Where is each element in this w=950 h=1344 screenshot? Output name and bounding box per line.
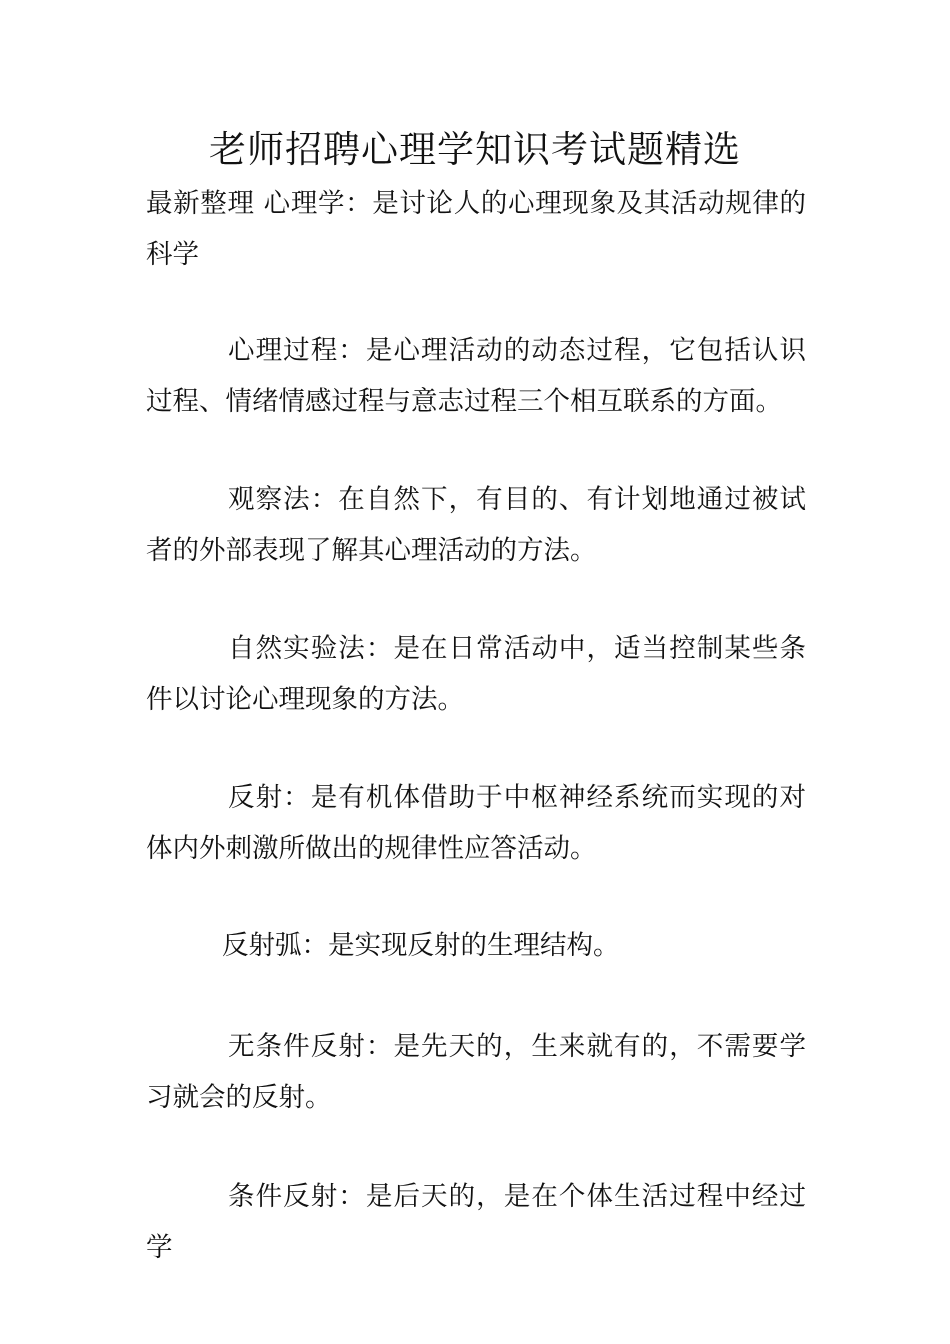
paragraph-reflex: 反射：是有机体借助于中枢神经系统而实现的对体内外刺激所做出的规律性应答活动。 xyxy=(146,782,806,864)
paragraph-observation-method: 观察法：在自然下，有目的、有计划地通过被试者的外部表现了解其心理活动的方法。 xyxy=(146,484,806,566)
paragraph-reflex-arc: 反射弧：是实现反射的生理结构。 xyxy=(222,930,620,961)
paragraph-mental-process: 心理过程：是心理活动的动态过程，它包括认识过程、情绪情感过程与意志过程三个相互联系的方面。 xyxy=(146,335,806,417)
document-title: 老师招聘心理学知识考试题精选 xyxy=(209,128,741,171)
paragraph-unconditioned-reflex: 无条件反射：是先天的，生来就有的，不需要学习就会的反射。 xyxy=(146,1031,806,1113)
paragraph-conditioned-reflex: 条件反射：是后天的，是在个体生活过程中经过学 xyxy=(146,1181,806,1263)
paragraph-intro: 最新整理 心理学：是讨论人的心理现象及其活动规律的科学 xyxy=(146,188,806,270)
paragraph-natural-experiment: 自然实验法：是在日常活动中，适当控制某些条件以讨论心理现象的方法。 xyxy=(146,633,806,715)
